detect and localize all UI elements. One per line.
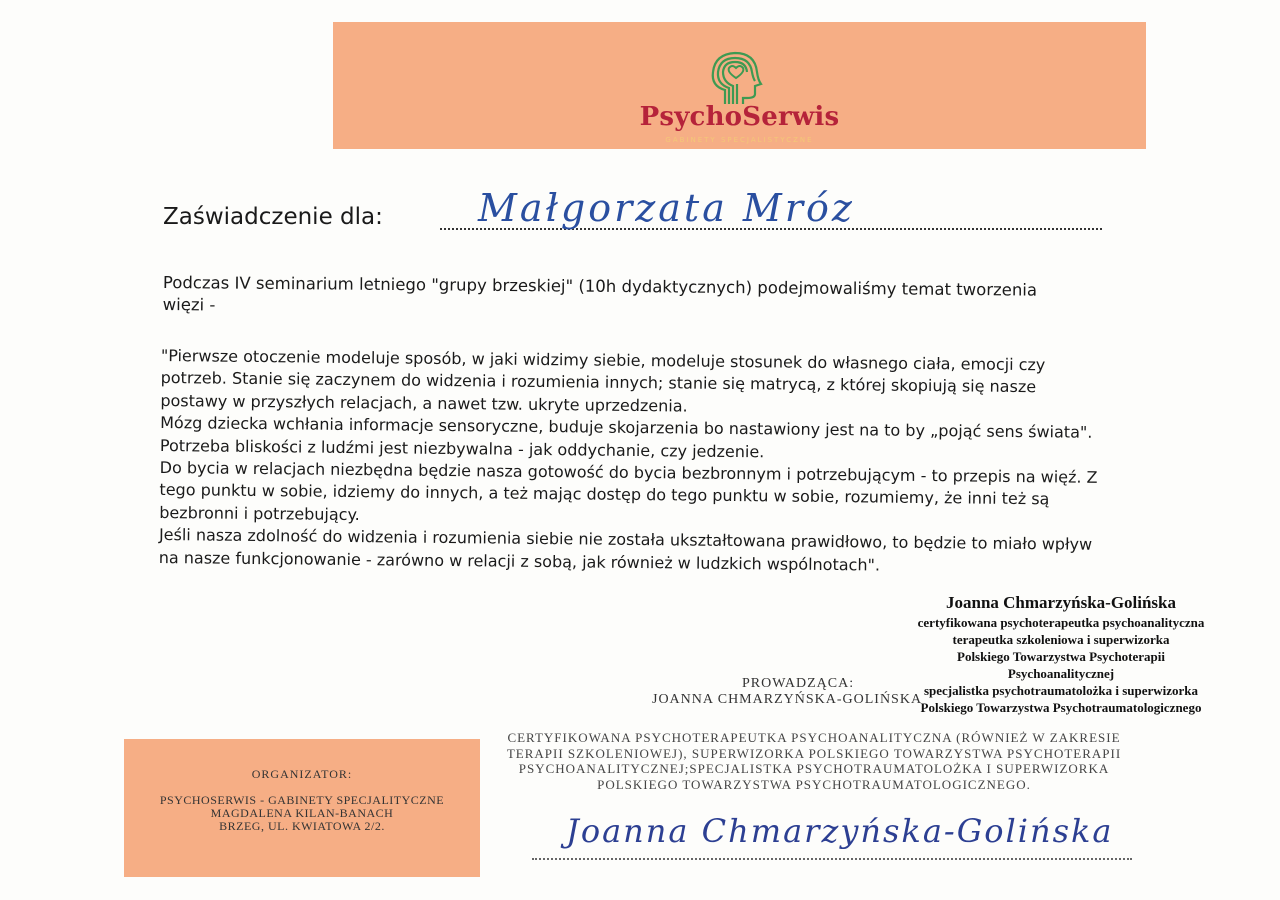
quote-paragraph: Do bycia w relacjach niezbędna będzie nasza gotowość do bycia bezbronnym i potrzebującym - to przepis na więź. Z tego punktu w sobie, idziemy do innych, a też mając dostęp do tego punktu w sobie, rozumiemy, że inni też są bezbronni i potrzebujący. <box>159 458 1098 524</box>
signature-dotted-line <box>532 858 1132 860</box>
stamp-line: terapeutka szkoleniowa i superwizorka <box>952 632 1170 647</box>
organizer-details <box>124 794 480 833</box>
recipient-name: Małgorzata Mróz <box>478 186 855 230</box>
lead-credentials: CERTYFIKOWANA PSYCHOTERAPEUTKA PSYCHOANALITYCZNA (RÓWNIEŻ W ZAKRESIE TERAPII SZKOLENIOWEJ), SUPERWIZORKA POLSKIEGO TOWARZYSTWA PSYCHOTERAPII PSYCHOANALITYCZNEJ;SPECJALISTKA PSYCHOTRAUMATOLOŻKA I SUPERWIZORKA POLSKIEGO TOWARZYSTWA PSYCHOTRAUMATOLOGICZNEGO. <box>506 730 1122 792</box>
lead-role: PROWADZĄCA: <box>742 676 855 691</box>
organizer-line: PSYCHOSERWIS - GABINETY SPECJALITYCZNE <box>159 793 445 807</box>
quote-paragraph: Jeśli nasza zdolność do widzenia i rozumienia siebie nie została ukształtowana prawidłowo, to będzie to miało wpływ na nasze funkcjonowanie - zarówno w relacji z sobą, jak również w ludzkich wspólnotach". <box>158 525 1093 575</box>
quote-paragraph: Potrzeba bliskości z ludźmi jest niezbywalna - jak oddychanie, czy jedzenie. <box>159 435 765 461</box>
lead-name: JOANNA CHMARZYŃSKA-GOLIŃSKA <box>652 692 923 707</box>
therapist-stamp <box>886 592 1236 716</box>
intro-paragraph: Podczas IV seminarium letniego "grupy brzeskiej" (10h dydaktycznych) podejmowaliśmy temat tworzenia więzi - <box>162 272 1038 315</box>
quote-paragraph: Mózg dziecka wchłania informacje sensoryczne, buduje skojarzenia bo nastawiony jest na to by „pojąć sens świata". <box>160 413 1093 442</box>
stamp-line: Polskiego Towarzystwa Psychotraumatologicznego <box>920 700 1202 715</box>
organizer-line: BRZEG, UL. KWIATOWA 2/2. <box>219 819 385 833</box>
quote-block <box>159 345 1101 579</box>
brand-tagline: GABINETY SPECJALISTYCZNE <box>665 136 814 144</box>
organizer-line: MAGDALENA KILAN-BANACH <box>210 806 394 820</box>
stamp-name: Joanna Chmarzyńska-Golińska <box>945 593 1177 612</box>
organizer-title: ORGANIZATOR: <box>251 767 353 781</box>
header-banner <box>333 22 1146 149</box>
stamp-line: Psychoanalitycznej <box>1007 666 1115 681</box>
stamp-line: Polskiego Towarzystwa Psychoterapii <box>957 649 1165 664</box>
organizer-box <box>124 739 480 877</box>
stamp-line: specjalistka psychotraumatolożka i superwizorka <box>923 683 1199 698</box>
stamp-line: certyfikowana psychoterapeutka psychoanalityczna <box>917 615 1205 630</box>
certificate-label: Zaświadczenie dla: <box>163 204 383 230</box>
quote-paragraph: "Pierwsze otoczenie modeluje sposób, w jaki widzimy siebie, modeluje stosunek do własnego ciała, emocji czy potrzeb. Stanie się zaczynem do widzenia i rozumienia innych; stanie się matrycą, z której skopiują się nasze postawy w przyszłych relacjach, a nawet tzw. ukryte uprzedzenia. <box>160 345 1046 416</box>
handwritten-signature: Joanna Chmarzyńska-Golińska <box>566 812 1114 850</box>
head-with-heart-icon <box>703 50 773 106</box>
brand-name: PsychoSerwis <box>639 102 840 132</box>
